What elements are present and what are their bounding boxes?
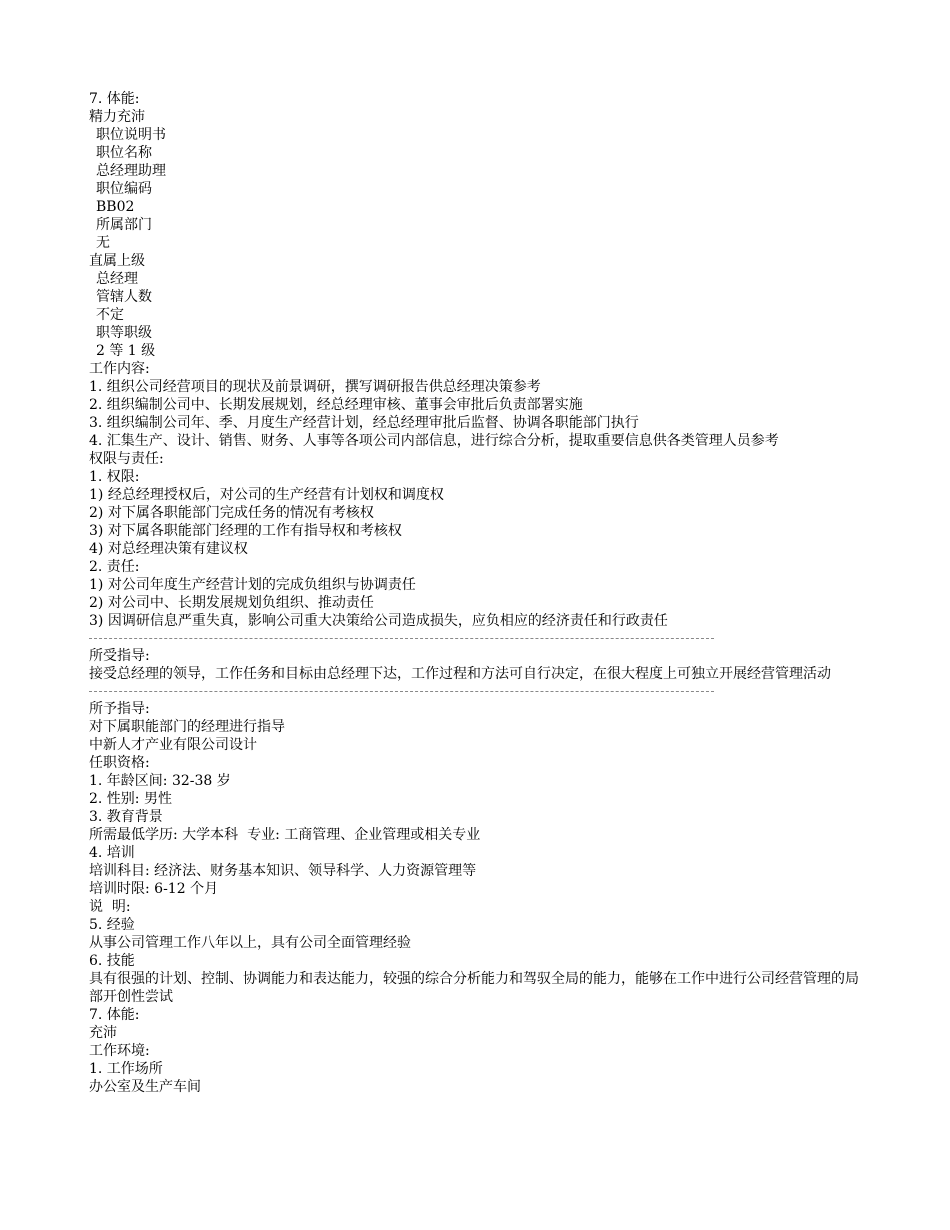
fitness-value: 精力充沛 bbox=[89, 109, 145, 125]
qual-fitness-value: 充沛 bbox=[89, 1025, 117, 1041]
education-text: 所需最低学历: 大学本科 专业: 工商管理、企业管理或相关专业 bbox=[89, 827, 481, 843]
training-heading: 4. 培训 bbox=[89, 845, 135, 861]
note-label: 说 明: bbox=[89, 899, 131, 915]
document-title: 职位说明书 bbox=[96, 127, 166, 143]
work-content-item: 3. 组织编制公司年、季、月度生产经营计划，经总经理审批后监督、协调各职能部门执行 bbox=[89, 415, 639, 431]
workplace-value: 办公室及生产车间 bbox=[89, 1079, 201, 1095]
age-requirement: 1. 年龄区间: 32-38 岁 bbox=[89, 773, 231, 789]
section-divider bbox=[89, 691, 714, 692]
department-label: 所属部门 bbox=[96, 217, 152, 233]
fitness-heading: 7. 体能: bbox=[89, 91, 140, 107]
grade-value: 2 等 1 级 bbox=[96, 343, 156, 359]
section-divider bbox=[89, 638, 714, 639]
designer-credit: 中新人才产业有限公司设计 bbox=[89, 737, 257, 753]
guidance-received-text: 接受总经理的领导，工作任务和目标由总经理下达，工作过程和方法可自行决定，在很大程度上可独立开展经营管理活动 bbox=[89, 666, 831, 682]
guidance-received-heading: 所受指导: bbox=[89, 648, 150, 664]
position-name-value: 总经理助理 bbox=[96, 163, 166, 179]
authority-item: 3) 对下属各职能部门经理的工作有指导权和考核权 bbox=[89, 523, 402, 539]
work-content-item: 4. 汇集生产、设计、销售、财务、人事等各项公司内部信息，进行综合分析，提取重要信息供各类管理人员参考 bbox=[89, 433, 779, 449]
responsibility-subheading: 2. 责任: bbox=[89, 559, 140, 575]
position-name-label: 职位名称 bbox=[96, 145, 152, 161]
position-code-label: 职位编码 bbox=[96, 181, 152, 197]
responsibility-item: 1) 对公司年度生产经营计划的完成负组织与协调责任 bbox=[89, 577, 416, 593]
skills-heading: 6. 技能 bbox=[89, 953, 135, 969]
responsibility-item: 2) 对公司中、长期发展规划负组织、推动责任 bbox=[89, 595, 374, 611]
work-content-item: 2. 组织编制公司中、长期发展规划，经总经理审核、董事会审批后负责部署实施 bbox=[89, 397, 583, 413]
subordinates-value: 不定 bbox=[96, 307, 124, 323]
department-value: 无 bbox=[96, 235, 110, 251]
superior-label: 直属上级 bbox=[89, 253, 145, 269]
superior-value: 总经理 bbox=[96, 271, 138, 287]
qualifications-heading: 任职资格: bbox=[89, 755, 150, 771]
authority-subheading: 1. 权限: bbox=[89, 469, 140, 485]
qual-fitness-heading: 7. 体能: bbox=[89, 1007, 140, 1023]
subordinates-label: 管辖人数 bbox=[96, 289, 152, 305]
training-subjects: 培训科目: 经济法、财务基本知识、领导科学、人力资源管理等 bbox=[89, 863, 477, 879]
job-description-document bbox=[89, 90, 864, 1096]
authority-heading: 权限与责任: bbox=[89, 451, 164, 467]
workplace-heading: 1. 工作场所 bbox=[89, 1061, 163, 1077]
training-duration: 培训时限: 6-12 个月 bbox=[89, 881, 219, 897]
education-heading: 3. 教育背景 bbox=[89, 809, 163, 825]
authority-item: 2) 对下属各职能部门完成任务的情况有考核权 bbox=[89, 505, 374, 521]
responsibility-item: 3) 因调研信息严重失真，影响公司重大决策给公司造成损失，应负相应的经济责任和行政责任 bbox=[89, 613, 668, 629]
environment-heading: 工作环境: bbox=[89, 1043, 150, 1059]
gender-requirement: 2. 性别: 男性 bbox=[89, 791, 172, 807]
guidance-given-heading: 所予指导: bbox=[89, 701, 150, 717]
work-content-heading: 工作内容: bbox=[89, 361, 150, 377]
experience-text: 从事公司管理工作八年以上，具有公司全面管理经验 bbox=[89, 935, 411, 951]
skills-text: 具有很强的计划、控制、协调能力和表达能力，较强的综合分析能力和驾驭全局的能力，能够在工作中进行公司经营管理的局部开创性尝试 bbox=[89, 971, 859, 1005]
authority-item: 1) 经总经理授权后，对公司的生产经营有计划权和调度权 bbox=[89, 487, 444, 503]
authority-item: 4) 对总经理决策有建议权 bbox=[89, 541, 248, 557]
grade-label: 职等职级 bbox=[96, 325, 152, 341]
guidance-given-text: 对下属职能部门的经理进行指导 bbox=[89, 719, 285, 735]
experience-heading: 5. 经验 bbox=[89, 917, 135, 933]
work-content-item: 1. 组织公司经营项目的现状及前景调研，撰写调研报告供总经理决策参考 bbox=[89, 379, 541, 395]
position-code-value: BB02 bbox=[96, 199, 135, 215]
